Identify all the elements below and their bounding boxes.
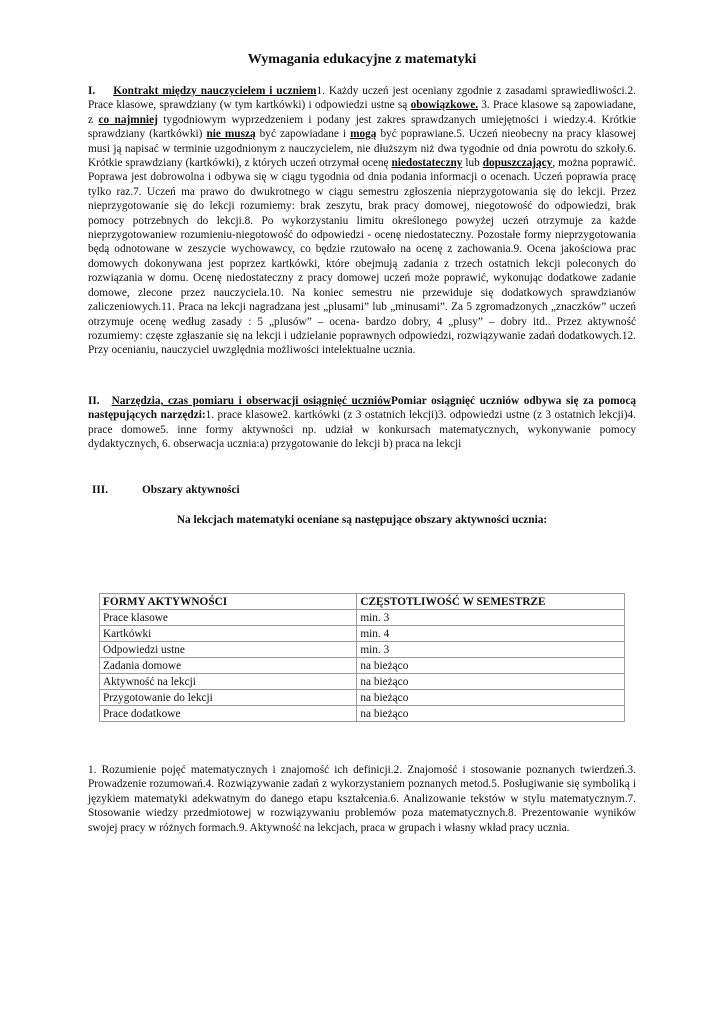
section-1-contract <box>88 84 636 358</box>
activity-form-cell: Prace dodatkowe <box>100 706 357 722</box>
page-title: Wymagania edukacyjne z matematyki <box>247 52 477 67</box>
activity-form-cell: Przygotowanie do lekcji <box>100 690 357 706</box>
frequency-cell: na bieżąco <box>357 674 625 690</box>
section-1-number: I. <box>88 85 96 97</box>
emphasis-need-not: nie muszą <box>206 128 256 141</box>
table-row <box>100 610 625 626</box>
contract-text: być zapowiadane i <box>255 128 351 141</box>
contract-text: 1. Każdy uczeń jest oceniany zgodnie z zasadami sprawiedliwości.2. Prace klasowe, sprawdziany (w tym kartkówki) i odpowiedzi ustne są <box>88 85 636 112</box>
frequency-cell: na bieżąco <box>357 658 625 674</box>
section-2-body: 1. prace klasowe2. kartkówki (z 3 ostatnich lekcji)3. odpowiedzi ustne (z 3 ostatnich lekcji)4. prace domowe5. inne formy aktywności np. udział w konkursach matematycznych, wykonywanie pomocy dydaktycznych, 6. obserwacja ucznia:a) przygotowanie do lekcji b) praca na lekcji <box>88 409 636 451</box>
contract-text: lub <box>462 157 483 170</box>
contract-text: być poprawiane.5. Uczeń nieobecny na pracy klasowej musi ją napisać w terminie uzgodnionym z nauczycielem, nie dłuższym niż dwa tygodnie od dnia powrotu do szkoły.6. Krótkie sprawdziany (kartkówki), z których uczeń otrzymał ocenę <box>88 128 636 170</box>
emphasis-may: mogą <box>350 128 377 141</box>
contract-text: 3. Prace klasowe są zapowiadane, z <box>88 99 636 126</box>
emphasis-sufficient: dopuszczający <box>482 157 553 170</box>
column-header-frequency: CZĘSTOTLIWOŚĆ W SEMESTRZE <box>357 594 625 610</box>
section-3-number: III. <box>92 484 109 496</box>
frequency-cell: min. 3 <box>357 642 625 658</box>
section-3-heading: Obszary aktywności <box>142 484 240 496</box>
section-3-subheading: Na lekcjach matematyki oceniane są następujące obszary aktywności ucznia: <box>176 514 548 526</box>
frequency-cell: min. 3 <box>357 610 625 626</box>
frequency-cell: na bieżąco <box>357 690 625 706</box>
table-row <box>100 658 625 674</box>
section-2-bold-intro: Pomiar osiągnięć uczniów odbywa się za pomocą następujących narzędzi: <box>88 395 636 422</box>
emphasis-mandatory: obowiązkowe. <box>410 99 479 112</box>
table-row <box>100 674 625 690</box>
section-2-number: II. <box>88 395 100 407</box>
table-row <box>100 690 625 706</box>
activity-form-cell: Odpowiedzi ustne <box>100 642 357 658</box>
activity-form-cell: Kartkówki <box>100 626 357 642</box>
contract-text: , można poprawić. Poprawa jest dobrowolna i odbywa się w ciągu tygodnia od dnia podania informacji o ocenach. Uczeń poprawia pracę tylko raz.7. Uczeń ma prawo do dwukrotnego w ciągu semestru zgłoszenia nieprzygotowania się do lekcji. Przez nieprzygotowanie się do lekcji rozumiemy: brak zeszytu, brak pracy domowej, niegotowość do odpowiedzi, brak pomocy potrzebnych do lekcji.8. Po wykorzystaniu limitu określonego powyżej uczeń otrzymuje za każde nieprzygotowaniew rozumieniu-niegotowość do odpowiedzi - ocenę niedostateczny. Pozostałe formy nieprzygotowania będą odnotowane w zeszycie wychowawcy, co będzie rzutowało na ocenę z zachowania.9. Ocena jakościowa prac domowych dokonywana jest poprzez kartkówki, które obejmują zadania z trzech ostatnich lekcji poleconych do rozwiązania w domu. Ocenę niedostateczny z pracy domowej uczeń może poprawić, wykonując dodatkowe zadanie domowe, zlecone przez nauczyciela.10. Na koniec semestru nie przewiduje się dodatkowych sprawdzianów zaliczeniowych.11. Praca na lekcji nagradzana jest „plusami” lub „minusami”. Za 5 zgromadzonych „znaczków” uczeń otrzymuje ocenę według zasady : 5 „plusów” – ocena- bardzo dobry, 4 „plusy” – dobry itd.. Przez aktywność rozumiemy: częste zgłaszanie się na lekcji i udzielanie poprawnych odpowiedzi, rozwiązywanie zadań dodatkowych.12. Przy ocenianiu, nauczyciel uwzględnia możliwości intelektualne ucznia. <box>88 157 636 357</box>
contract-text: tygodniowym wyprzedzeniem i podany jest zakres sprawdzanych umiejętności i wiedzy.4. Krótkie sprawdziany (kartkówki) <box>88 113 636 141</box>
emphasis-at-least: co najmniej <box>98 113 158 126</box>
frequency-cell: na bieżąco <box>357 706 625 722</box>
section-1-heading: Kontrakt między nauczycielem i uczniem <box>113 85 317 97</box>
table-row <box>100 706 625 722</box>
activity-table <box>99 593 625 722</box>
table-row <box>100 642 625 658</box>
activity-form-cell: Prace klasowe <box>100 610 357 626</box>
table-row <box>100 626 625 642</box>
column-header-forms: FORMY AKTYWNOŚCI <box>100 594 357 610</box>
section-2-heading: Narzędzia, czas pomiaru i obserwacji osiągnięć uczniów <box>111 395 391 407</box>
section-3-header <box>92 484 240 496</box>
activity-areas-list: 1. Rozumienie pojęć matematycznych i znajomość ich definicji.2. Znajomość i stosowanie poznanych twierdzeń.3. Prowadzenie rozumowań.4. Rozwiązywanie zadań z wykorzystaniem poznanych metod.5. Posługiwanie się symboliką i językiem matematyki adekwatnym do danego etapu kształcenia.6. Analizowanie tekstów w stylu matematycznym.7. Stosowanie wiedzy przedmiotowej w rozwiązywaniu problemów poza matematycznych.8. Prezentowanie wyników swojej pracy w różnych formach.9. Aktywność na lekcjach, praca w grupach i własny wkład pracy ucznia. <box>88 764 636 834</box>
table-header-row <box>100 594 625 610</box>
activity-form-cell: Aktywność na lekcji <box>100 674 357 690</box>
activity-form-cell: Zadania domowe <box>100 658 357 674</box>
emphasis-insufficient: niedostateczny <box>391 157 463 170</box>
section-2-tools <box>88 394 636 452</box>
frequency-cell: min. 4 <box>357 626 625 642</box>
